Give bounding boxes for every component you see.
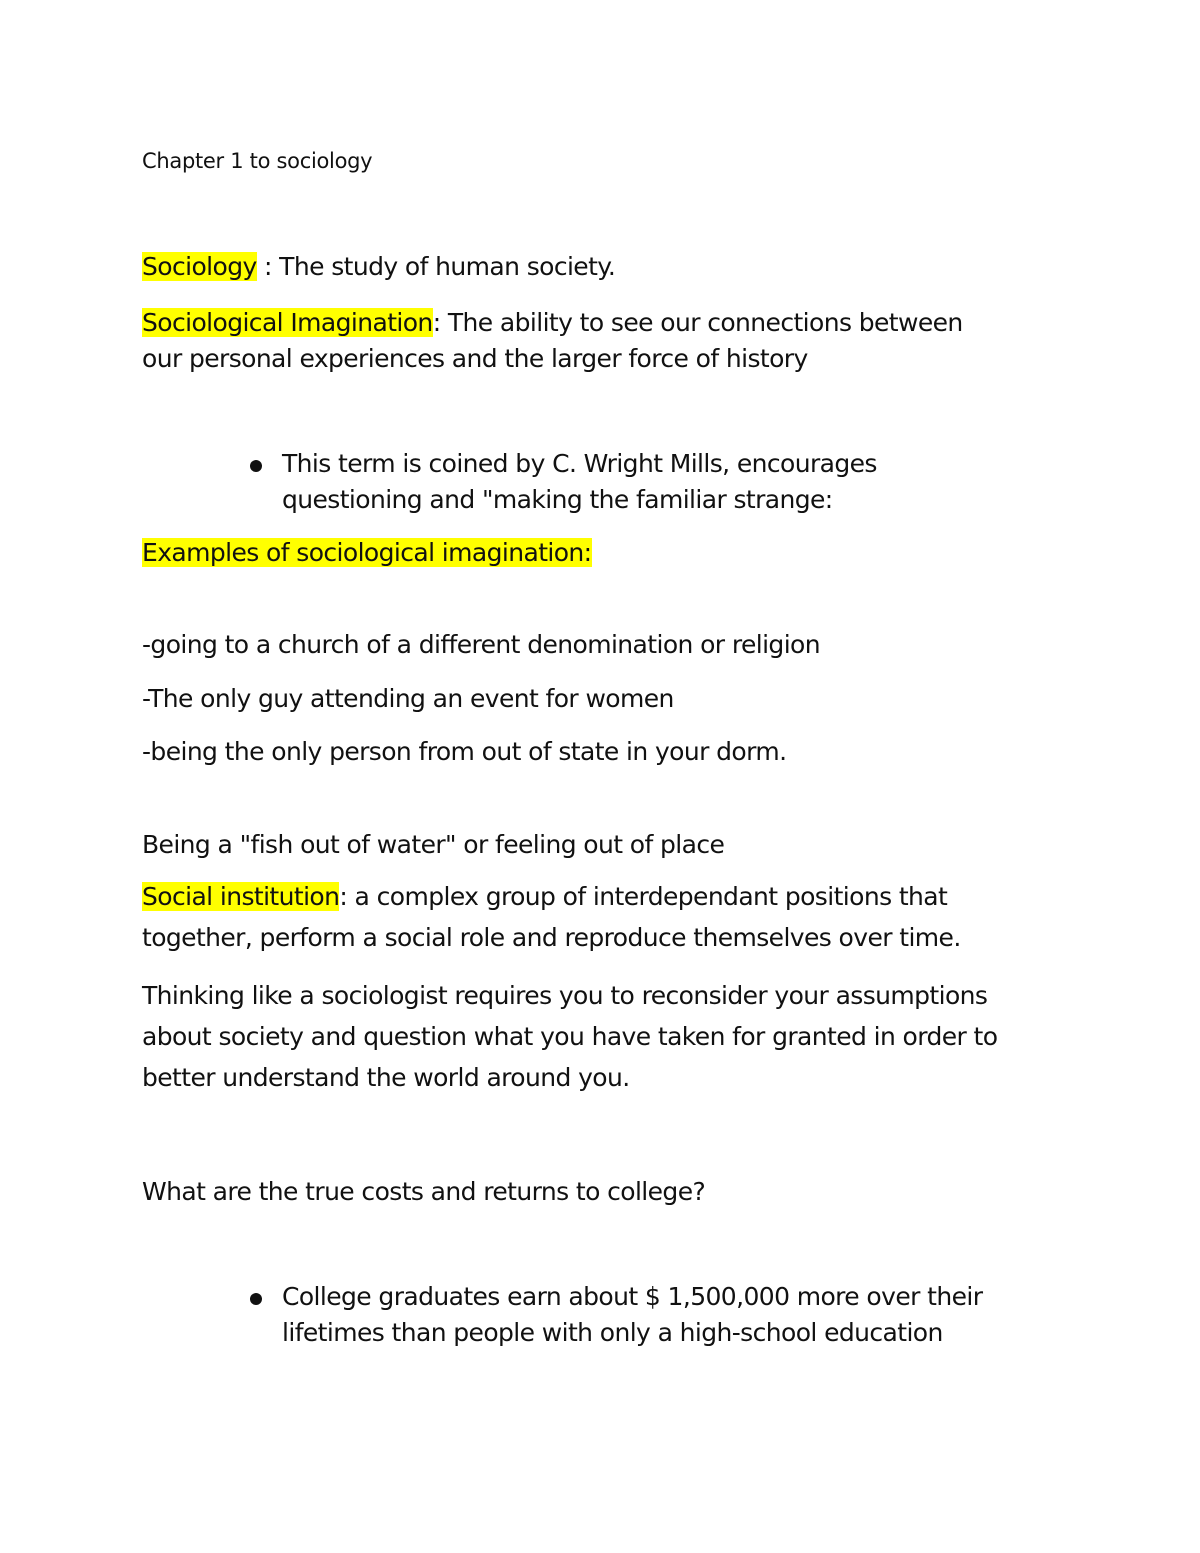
examples-heading [142, 536, 592, 570]
bullet-text: This term is coined by C. Wright Mills, encourages [282, 449, 877, 478]
definition-institution-continued: together, perform a social role and reproduce themselves over time. [142, 923, 961, 952]
fish-out-of-water-text: Being a "fish out of water" or feeling out of place [142, 830, 725, 859]
definition-text: : a complex group of interdependant positions that [339, 882, 948, 911]
bullet-text-continued: lifetimes than people with only a high-school education [282, 1318, 943, 1347]
paragraph-line: better understand the world around you. [142, 1063, 630, 1092]
bullet-icon [250, 460, 262, 472]
definition-imagination [142, 306, 963, 340]
term-sociological-imagination: Sociological Imagination [142, 308, 433, 337]
definition-sociology [142, 250, 615, 284]
example-item: -being the only person from out of state in your dorm. [142, 737, 787, 766]
paragraph-line: Thinking like a sociologist requires you to reconsider your assumptions [142, 981, 988, 1010]
term-sociology: Sociology [142, 252, 257, 281]
definition-institution [142, 880, 947, 914]
examples-heading-highlight: Examples of sociological imagination: [142, 538, 592, 567]
bullet-text-continued: questioning and "making the familiar strange: [282, 485, 833, 514]
question-text: What are the true costs and returns to college? [142, 1177, 706, 1206]
paragraph-line: about society and question what you have taken for granted in order to [142, 1022, 998, 1051]
definition-imagination-continued: our personal experiences and the larger force of history [142, 344, 808, 373]
bullet-icon [250, 1293, 262, 1305]
example-item: -going to a church of a different denomination or religion [142, 630, 820, 659]
term-social-institution: Social institution [142, 882, 340, 911]
definition-text: : The study of human society. [256, 252, 616, 281]
page-title: Chapter 1 to sociology [142, 149, 373, 173]
bullet-text: College graduates earn about $ 1,500,000 more over their [282, 1282, 983, 1311]
definition-text: : The ability to see our connections between [432, 308, 963, 337]
example-item: -The only guy attending an event for women [142, 684, 674, 713]
